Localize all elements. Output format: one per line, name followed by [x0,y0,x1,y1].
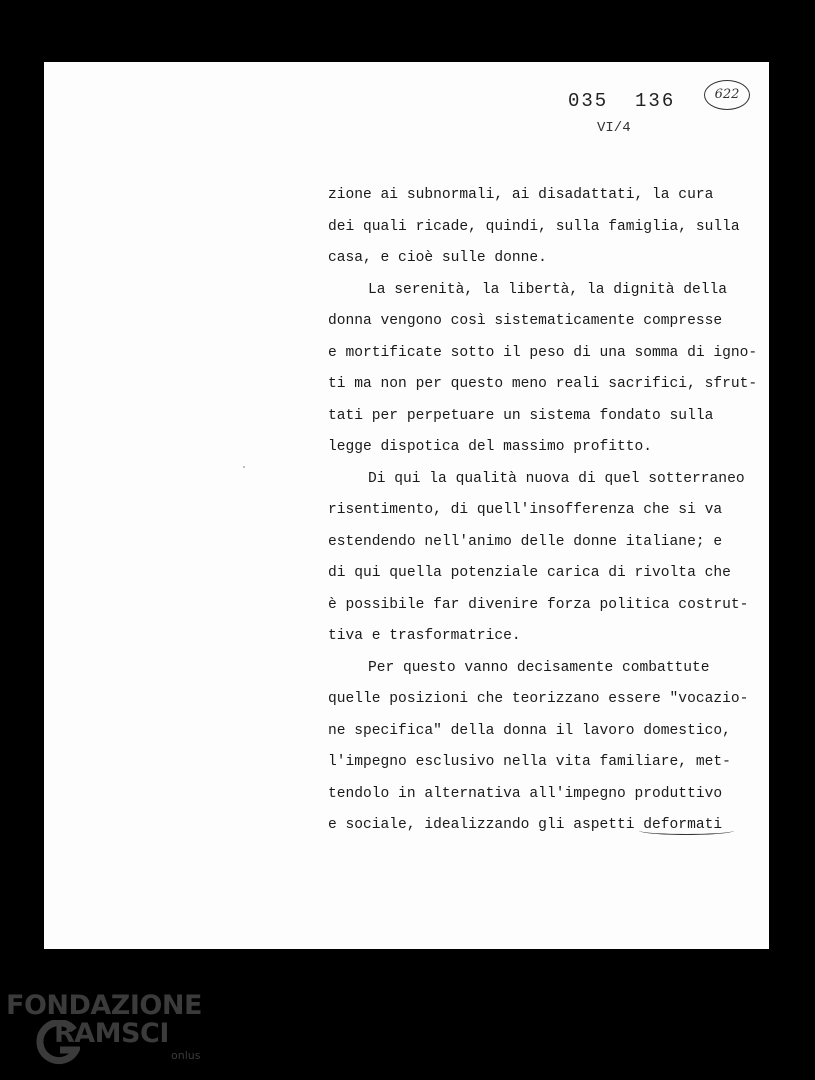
text-line: risentimento, di quell'insofferenza che si va [328,502,723,518]
text-line: di qui quella potenziale carica di rivolta che [328,565,731,581]
text-line: zione ai subnormali, ai disadattati, la cura [328,187,714,203]
text-line: dei quali ricade, quindi, sulla famiglia, sulla [328,218,740,235]
text-line: legge dispotica del massimo profitto. [328,439,653,455]
text-line-last-start: e sociale, idealizzando gli aspetti [328,817,644,833]
archive-number: 035 136 [568,90,676,112]
text-line: casa, e cioè sulle donne. [328,250,547,266]
handwritten-page-number: 622 [704,80,750,110]
typewritten-text [328,180,758,842]
text-line: ti ma non per questo meno reali sacrifici, sfrut- [328,376,758,392]
logo-line-fondazione: FONDAZIONE [6,990,202,1021]
logo-onlus: onlus [171,1049,201,1062]
struck-word: deformati [643,817,723,833]
text-line: estendendo nell'animo delle donne italiane; e [328,533,723,550]
paper-speck [243,466,245,468]
logo-line-gramsci: RAMSCI [54,1018,169,1049]
text-line: Di qui la qualità nuova di quel sotterraneo [368,470,745,487]
text-line: donna vengono così sistematicamente compresse [328,313,723,329]
text-line: Per questo vanno decisamente combattute [368,659,710,676]
text-line: tiva e trasformatrice. [328,628,521,644]
text-line: e mortificate sotto il peso di una somma di igno- [328,344,758,361]
text-line: tendolo in alternativa all'impegno produttivo [328,785,723,802]
text-line: La serenità, la libertà, la dignità della [368,281,728,298]
text-line: tati per perpetuare un sistema fondato sulla [328,407,714,424]
text-line: ne specifica" della donna il lavoro domestico, [328,722,731,739]
fondazione-gramsci-logo [6,990,201,1070]
document-page [44,62,769,949]
text-line-last [328,810,758,842]
section-code: VI/4 [597,120,631,136]
text-line: quelle posizioni che teorizzano essere "vocazio- [328,691,749,707]
text-line: l'impegno esclusivo nella vita familiare, met- [328,754,731,770]
text-line: è possibile far divenire forza politica costrut- [328,596,749,613]
